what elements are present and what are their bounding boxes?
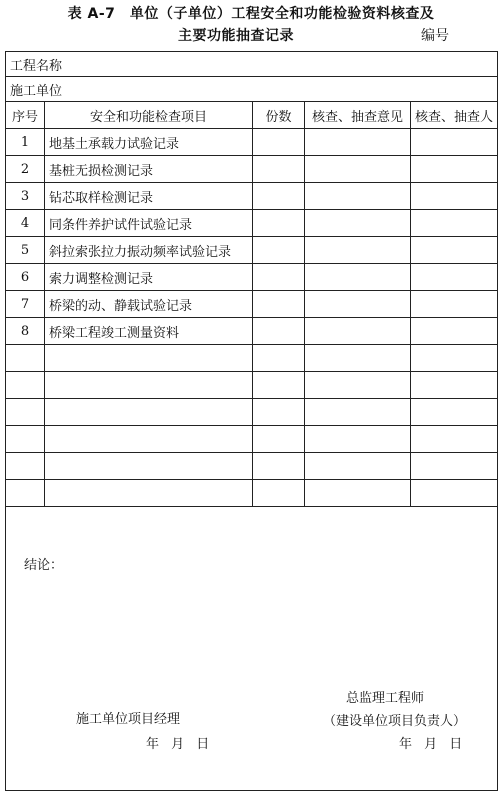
row-opinion-field[interactable] [305,183,411,210]
owner-representative-label: （建设单位项目负责人） [323,714,467,729]
row-item [45,399,253,426]
table-row [6,426,498,453]
project-name-label: 工程名称 [6,52,253,77]
row-opinion-field[interactable] [305,372,411,399]
project-manager-date: 年 月 日 [146,737,210,752]
row-checker-field[interactable] [411,237,498,264]
construction-unit-field[interactable] [253,77,498,102]
row-item: 地基土承载力试验记录 [45,129,253,156]
conclusion-label: 结论： [24,558,64,573]
inspection-record-table [5,51,498,791]
table-row [6,237,498,264]
table-row [6,156,498,183]
form-subtitle: 主要功能抽查记录 [178,28,294,44]
row-checker-field[interactable] [411,183,498,210]
row-copies-field[interactable] [253,372,305,399]
table-row [6,399,498,426]
row-checker-field[interactable] [411,210,498,237]
row-item: 斜拉索张拉力振动频率试验记录 [45,237,253,264]
row-number: 7 [6,291,45,318]
row-checker-field[interactable] [411,156,498,183]
project-name-row [6,52,498,77]
table-row [6,480,498,507]
row-number: 1 [6,129,45,156]
serial-number-label: 编号 [421,28,449,44]
table-row [6,372,498,399]
row-item: 同条件养护试件试验记录 [45,210,253,237]
row-item [45,480,253,507]
row-opinion-field[interactable] [305,318,411,345]
row-opinion-field[interactable] [305,129,411,156]
row-number: 2 [6,156,45,183]
row-opinion-field[interactable] [305,210,411,237]
construction-unit-label: 施工单位 [6,77,253,102]
row-number: 6 [6,264,45,291]
table-row [6,453,498,480]
chief-supervisor-signature-label: 总监理工程师 [346,691,425,706]
chief-supervisor-date: 年 月 日 [399,737,463,752]
row-number [6,372,45,399]
table-row [6,264,498,291]
form-title: 表 A-7 单位（子单位）工程安全和功能检验资料核查及 [67,6,435,22]
table-row [6,183,498,210]
column-header-opinion: 核查、抽查意见 [305,102,411,129]
row-checker-field[interactable] [411,129,498,156]
table-row [6,318,498,345]
conclusion-block [6,507,498,791]
row-opinion-field[interactable] [305,264,411,291]
row-number: 5 [6,237,45,264]
row-checker-field[interactable] [411,318,498,345]
row-item: 索力调整检测记录 [45,264,253,291]
row-checker-field[interactable] [411,345,498,372]
row-number [6,480,45,507]
row-copies-field[interactable] [253,480,305,507]
row-number [6,399,45,426]
project-name-field[interactable] [253,52,498,77]
row-number [6,426,45,453]
row-item [45,426,253,453]
row-opinion-field[interactable] [305,453,411,480]
row-checker-field[interactable] [411,399,498,426]
row-copies-field[interactable] [253,318,305,345]
row-copies-field[interactable] [253,210,305,237]
row-item: 钻芯取样检测记录 [45,183,253,210]
column-header-no: 序号 [6,102,45,129]
row-opinion-field[interactable] [305,291,411,318]
row-copies-field[interactable] [253,183,305,210]
column-header-item: 安全和功能检查项目 [45,102,253,129]
table-row [6,210,498,237]
table-row [6,129,498,156]
column-header-copies: 份数 [253,102,305,129]
row-checker-field[interactable] [411,480,498,507]
row-copies-field[interactable] [253,264,305,291]
table-header-row [6,102,498,129]
row-copies-field[interactable] [253,453,305,480]
row-opinion-field[interactable] [305,345,411,372]
row-checker-field[interactable] [411,291,498,318]
row-copies-field[interactable] [253,291,305,318]
row-number: 8 [6,318,45,345]
row-copies-field[interactable] [253,156,305,183]
project-manager-signature-label: 施工单位项目经理 [76,712,181,727]
table-row [6,345,498,372]
row-checker-field[interactable] [411,372,498,399]
row-copies-field[interactable] [253,129,305,156]
column-header-checker: 核查、抽查人 [411,102,498,129]
row-item: 桥梁的动、静载试验记录 [45,291,253,318]
row-item [45,453,253,480]
row-copies-field[interactable] [253,345,305,372]
row-copies-field[interactable] [253,399,305,426]
row-number: 4 [6,210,45,237]
row-checker-field[interactable] [411,453,498,480]
row-number [6,345,45,372]
row-number: 3 [6,183,45,210]
table-row [6,291,498,318]
row-item [45,372,253,399]
row-item: 基桩无损检测记录 [45,156,253,183]
conclusion-row [6,507,498,791]
row-copies-field[interactable] [253,237,305,264]
row-opinion-field[interactable] [305,480,411,507]
construction-unit-row [6,77,498,102]
row-checker-field[interactable] [411,264,498,291]
row-copies-field[interactable] [253,426,305,453]
row-item [45,345,253,372]
row-opinion-field[interactable] [305,426,411,453]
row-opinion-field[interactable] [305,237,411,264]
row-opinion-field[interactable] [305,156,411,183]
row-opinion-field[interactable] [305,399,411,426]
row-number [6,453,45,480]
row-item: 桥梁工程竣工测量资料 [45,318,253,345]
row-checker-field[interactable] [411,426,498,453]
